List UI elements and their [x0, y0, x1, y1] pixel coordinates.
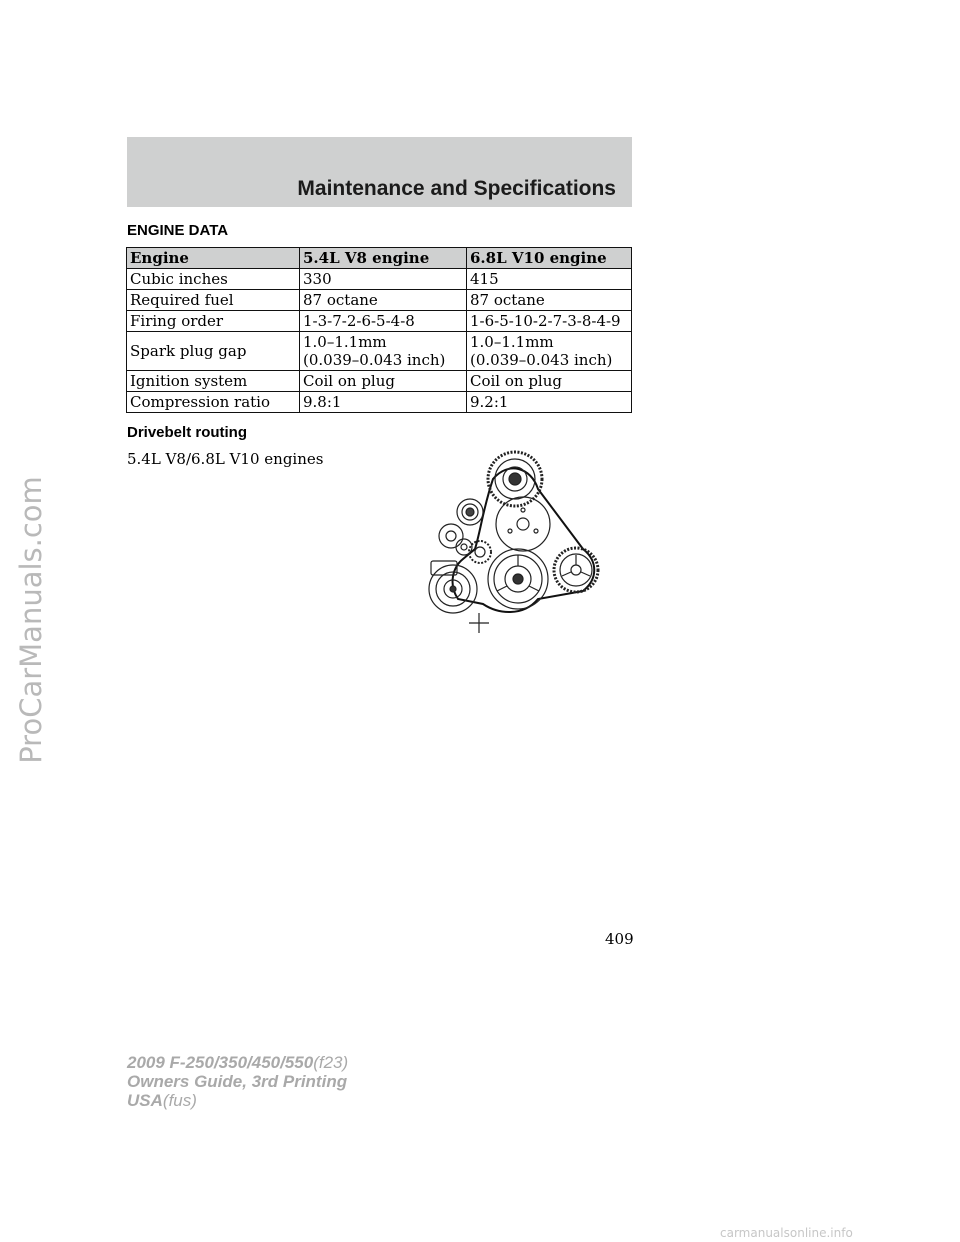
table-row [127, 371, 632, 392]
table-row [127, 269, 632, 290]
water-pump-pulley [496, 497, 550, 551]
footer-model-code: (f23) [313, 1053, 349, 1072]
table-cell: 1-6-5-10-2-7-3-8-4-9 [467, 311, 632, 332]
table-cell: Firing order [127, 311, 300, 332]
page-header-title: Maintenance and Specifications [297, 177, 616, 200]
table-cell: 9.2:1 [467, 392, 632, 413]
drivebelt-caption: 5.4L V8/6.8L V10 engines [127, 450, 324, 468]
table-header-row [127, 248, 632, 269]
table-cell: 1.0–1.1mm (0.039–0.043 inch) [300, 332, 467, 371]
footer-line-3 [127, 1091, 348, 1110]
table-cell: Compression ratio [127, 392, 300, 413]
section-header-band [127, 137, 632, 207]
table-row [127, 392, 632, 413]
table-header-cell: 6.8L V10 engine [467, 248, 632, 269]
table-cell: 330 [300, 269, 467, 290]
footer-line-2 [127, 1072, 348, 1091]
table-row [127, 311, 632, 332]
page-number: 409 [605, 930, 634, 948]
table-cell: Ignition system [127, 371, 300, 392]
table-cell: Cubic inches [127, 269, 300, 290]
ac-compressor [429, 561, 477, 613]
side-watermark-text: ProCarManuals.com [14, 476, 48, 764]
table-cell: Coil on plug [467, 371, 632, 392]
footer-line-1 [127, 1053, 348, 1072]
table-cell: Spark plug gap [127, 332, 300, 371]
drivebelt-routing-diagram [423, 449, 611, 635]
table-cell: 87 octane [467, 290, 632, 311]
footer-market-code: (fus) [162, 1091, 197, 1110]
crankshaft-pulley [488, 549, 548, 609]
idler-pulley [457, 499, 483, 525]
footer-guide: Owners Guide, 3rd Printing [127, 1072, 348, 1091]
table-row [127, 332, 632, 371]
table-header-cell: Engine [127, 248, 300, 269]
footer-model: 2009 F-250/350/450/550 [127, 1053, 314, 1072]
engine-data-table [126, 247, 632, 413]
power-steering-pulley [554, 548, 598, 592]
footer-market: USA [127, 1091, 163, 1110]
table-cell: 87 octane [300, 290, 467, 311]
side-watermark [8, 380, 54, 860]
footer-doc-info [127, 1053, 348, 1110]
section-title: ENGINE DATA [127, 222, 229, 239]
bottom-watermark: carmanualsonline.info [720, 1226, 853, 1240]
table-cell: Required fuel [127, 290, 300, 311]
table-row [127, 290, 632, 311]
table-cell: 415 [467, 269, 632, 290]
table-cell: Coil on plug [300, 371, 467, 392]
table-cell: 1-3-7-2-6-5-4-8 [300, 311, 467, 332]
table-header-cell: 5.4L V8 engine [300, 248, 467, 269]
drivebelt-title: Drivebelt routing [127, 424, 248, 441]
table-cell: 9.8:1 [300, 392, 467, 413]
table-cell: 1.0–1.1mm (0.039–0.043 inch) [467, 332, 632, 371]
